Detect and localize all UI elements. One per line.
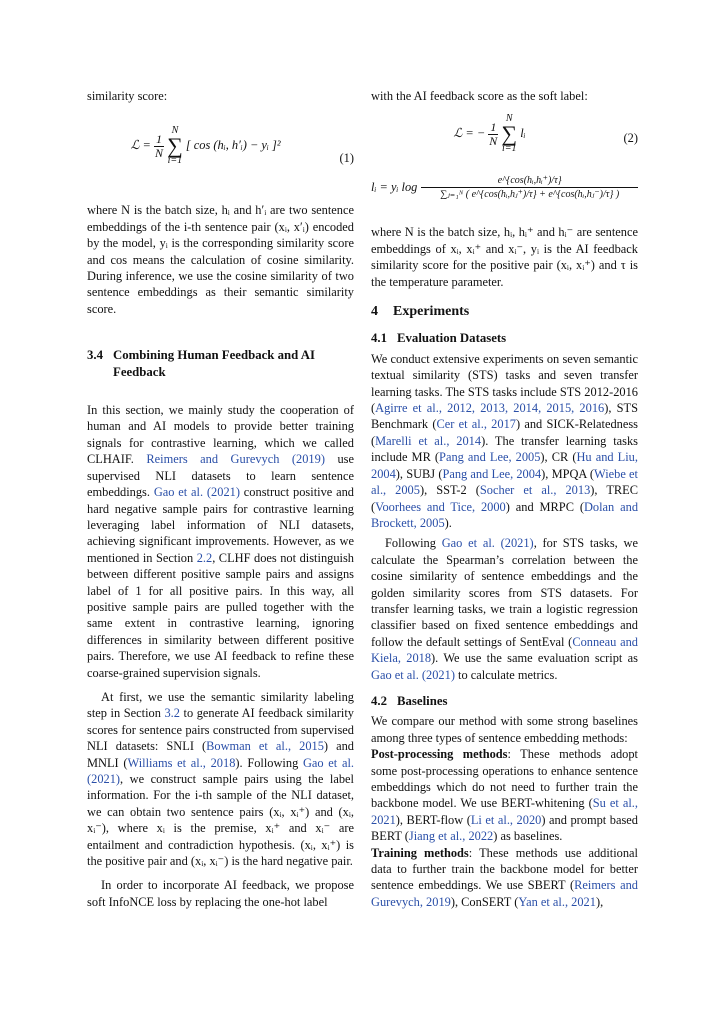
- right-para-4: We compare our method with some strong baselines among three types of sentence embedding methods:: [371, 714, 638, 745]
- citation-link[interactable]: Pang and Lee, 2004: [442, 466, 542, 481]
- citation-link[interactable]: Voorhees and Tice, 2000: [375, 499, 506, 514]
- citation-link[interactable]: Jiang et al., 2022: [408, 829, 494, 844]
- citation-link[interactable]: Su et al., 2021: [371, 796, 638, 827]
- citation-link[interactable]: Li et al., 2020: [470, 812, 542, 827]
- eq2-frac-num: 1: [490, 119, 497, 134]
- citation-link[interactable]: Marelli et al., 2014: [375, 433, 482, 448]
- eq3-denominator: ∑ⱼ₌₁ᴺ ( e^{cos(hᵢ,hⱼ⁺)/τ} + e^{cos(hᵢ,hⱼ⁻)/τ} ): [440, 188, 620, 200]
- equation-2: ℒ = − $\frac{1}{N}$ N ∑ i=1 lᵢ (2): [453, 113, 638, 155]
- eq1-sum-top: N: [171, 125, 179, 137]
- right-para-6: Training methods: These methods use additional data to further train the backbone model for better sentence embeddings. We use SBERT (Reimers and Gurevych, 2019), ConSERT (Yan et al., 2021),: [371, 845, 639, 909]
- eq1-frac-den: N: [154, 145, 163, 160]
- eq2-sum-bottom: i=1: [502, 143, 517, 155]
- section-4-2-number: 4.2: [371, 693, 387, 708]
- section-4-1-title: Evaluation Datasets: [397, 331, 507, 346]
- citation-link[interactable]: Williams et al., 2018: [127, 755, 236, 770]
- eq2-number: (2): [623, 131, 638, 146]
- left-para-2: In this section, we mainly study the cooperation of human and AI models to provide better training signals for contrastive learning, which we called CLHAIF. Reimers and Gurevych (2019) use supervised NLI datasets to learn sentence embeddings. Gao et al. (2021) construct positive and hard negative sample pairs for contrastive learning leveraging label information of NLI datasets, achieving significant improvements. However, as we mentioned in Section 2.2, CLHF does not distinguish between different positive sample pairs and assigns label of 1 for all positive pairs. In this way, all positive sample pairs are pulled together with the same extent in contrastive learning, ignoring differences in similarity between different positive pairs. Therefore, we use AI feedback to refine these coarse-grained supervision signals.: [87, 403, 355, 680]
- section-4-heading: [371, 304, 638, 320]
- eq1-term: [ cos (hᵢ, h′ᵢ) − yᵢ ]²: [185, 138, 281, 153]
- right-para-3: Following Gao et al. (2021), for STS tasks, we calculate the Spearman’s correlation between the cosine similarity of sentence embeddings and the golden similarity scores from STS datasets. For transfer learning tasks, we train a logistic regression classifier based on fixed sentence embeddings and follow the default settings of SentEval (Conneau and Kiela, 2018). We use the same evaluation script as Gao et al. (2021) to calculate metrics.: [371, 536, 638, 682]
- eq1-frac-num: 1: [155, 131, 162, 146]
- citation-link[interactable]: Gao et al. (2021): [441, 536, 534, 551]
- section-4-1-number: 4.1: [371, 331, 387, 346]
- left-column: [87, 88, 354, 910]
- section-3-4-title: Combining Human Feedback and AI Feedback: [113, 348, 315, 379]
- left-intro: similarity score:: [87, 89, 168, 103]
- citation-link[interactable]: Yan et al., 2021: [518, 894, 596, 909]
- eq1-number: (1): [339, 151, 354, 166]
- section-4-2-heading: [371, 693, 638, 709]
- section-4-1-heading: [371, 330, 638, 346]
- right-column: [371, 88, 638, 910]
- right-para-2: We conduct extensive experiments on seven semantic textual similarity (STS) tasks and seven transfer learning tasks. The STS tasks include STS 2012-2016 (Agirre et al., 2012, 2013, 2014, 2015, 2016), STS Benchmark (Cer et al., 2017) and SICK-Relatedness (Marelli et al., 2014). The transfer learning tasks include MR (Pang and Lee, 2005), CR (Hu and Liu, 2004), SUBJ (Pang and Lee, 2004), MPQA (Wiebe et al., 2005), SST-2 (Socher et al., 2013), TREC (Voorhees and Tice, 2000) and MRPC (Dolan and Brockett, 2005).: [371, 351, 639, 530]
- citation-link[interactable]: Gao et al. (2021): [87, 755, 354, 786]
- citation-link[interactable]: Conneau and Kiela, 2018: [371, 634, 638, 666]
- section-3-4-number: 3.4: [87, 348, 103, 363]
- eq2-term: lᵢ: [520, 126, 526, 141]
- post-processing-label: Post-processing methods: [371, 747, 508, 762]
- eq3-numerator: e^{cos(hᵢ,hᵢ⁺)/τ}: [421, 174, 638, 188]
- section-4-number: 4: [371, 304, 378, 320]
- training-methods-label: Training methods: [371, 845, 469, 860]
- eq1-lhs: ℒ =: [130, 138, 151, 153]
- citation-link[interactable]: Bowman et al., 2015: [206, 739, 324, 754]
- citation-link[interactable]: Gao et al. (2021): [153, 485, 240, 500]
- equation-3: [371, 164, 638, 210]
- left-para-1: where N is the batch size, hᵢ and h′ᵢ are two sentence embeddings of the i-th sentence pair (xᵢ, x′ᵢ) encoded by the model, yᵢ is the corresponding similarity score and cos means the calculation of cosine similarity. During inference, we use the cosine similarity of two sentence embeddings as their semantic similarity score.: [87, 203, 354, 316]
- citation-link[interactable]: Dolan and Brockett, 2005: [371, 499, 639, 530]
- eq3-lhs: lᵢ = yᵢ log: [371, 180, 418, 195]
- citation-link[interactable]: Socher et al., 2013: [479, 483, 591, 498]
- citation-link[interactable]: Pang and Lee, 2005: [439, 450, 541, 465]
- left-para-4: In order to incorporate AI feedback, we propose soft InfoNCE loss by replacing the one-hot label: [87, 878, 354, 909]
- section-ref-link[interactable]: 3.2: [164, 706, 180, 721]
- citation-link[interactable]: Reimers and Gurevych, 2019: [371, 878, 639, 909]
- equation-1: ℒ = $\frac{1}{N}$ N ∑ i=1 [ cos (hᵢ, h′ᵢ) − yᵢ ]² (1): [130, 125, 354, 167]
- section-ref-link[interactable]: 2.2: [196, 550, 213, 565]
- eq2-sum-top: N: [505, 113, 513, 125]
- citation-link[interactable]: Reimers and Gurevych (2019): [146, 452, 325, 467]
- section-3-4-heading: [87, 347, 354, 380]
- section-4-title: Experiments: [393, 304, 470, 320]
- right-para-5: Post-processing methods: These methods adopt some post-processing operations to enhance sentence embeddings which do not need to further train the backbone model. We use BERT-whitening (Su et al., 2021), BERT-flow (Li et al., 2020) and prompt based BERT (Jiang et al., 2022) as baselines.: [371, 747, 638, 844]
- citation-link[interactable]: Cer et al., 2017: [436, 417, 516, 432]
- left-para-3: At first, we use the semantic similarity labeling step in Section 3.2 to generate AI feedback similarity scores for sentence pairs constructed from supervised NLI datasets: SNLI (Bowman et al., 2015) and MNLI (Williams et al., 2018). Following Gao et al. (2021), we construct sample pairs using the label information. For the i-th sample of the NLI dataset, we can obtain two sentence pairs (xᵢ, xᵢ⁺) and (xᵢ, xᵢ⁻), where xᵢ is the premise, xᵢ⁺ and xᵢ⁻ are entailment and contradiction hypothesis. (xᵢ, xᵢ⁺) is the positive pair and (xᵢ, xᵢ⁻) is the hard negative pair.: [87, 689, 354, 869]
- right-intro: with the AI feedback score as the soft label:: [371, 89, 588, 103]
- right-para-1: where N is the batch size, hᵢ, hᵢ⁺ and hᵢ⁻ are sentence embeddings of xᵢ, xᵢ⁺ and xᵢ⁻, yᵢ is the AI feedback similarity score for the positive pair (xᵢ, xᵢ⁺) and τ is the temperature parameter.: [371, 225, 638, 289]
- section-4-2-title: Baselines: [397, 693, 448, 708]
- eq1-sum-bottom: i=1: [167, 155, 183, 167]
- citation-link[interactable]: Agirre et al., 2012, 2013, 2014, 2015, 2016: [375, 401, 605, 416]
- eq2-lhs: ℒ = −: [453, 126, 486, 141]
- citation-link[interactable]: Wiebe et al., 2005: [371, 466, 638, 498]
- eq2-frac-den: N: [489, 133, 498, 148]
- citation-link[interactable]: Gao et al. (2021): [371, 667, 455, 682]
- citation-link[interactable]: Hu and Liu, 2004: [371, 450, 638, 481]
